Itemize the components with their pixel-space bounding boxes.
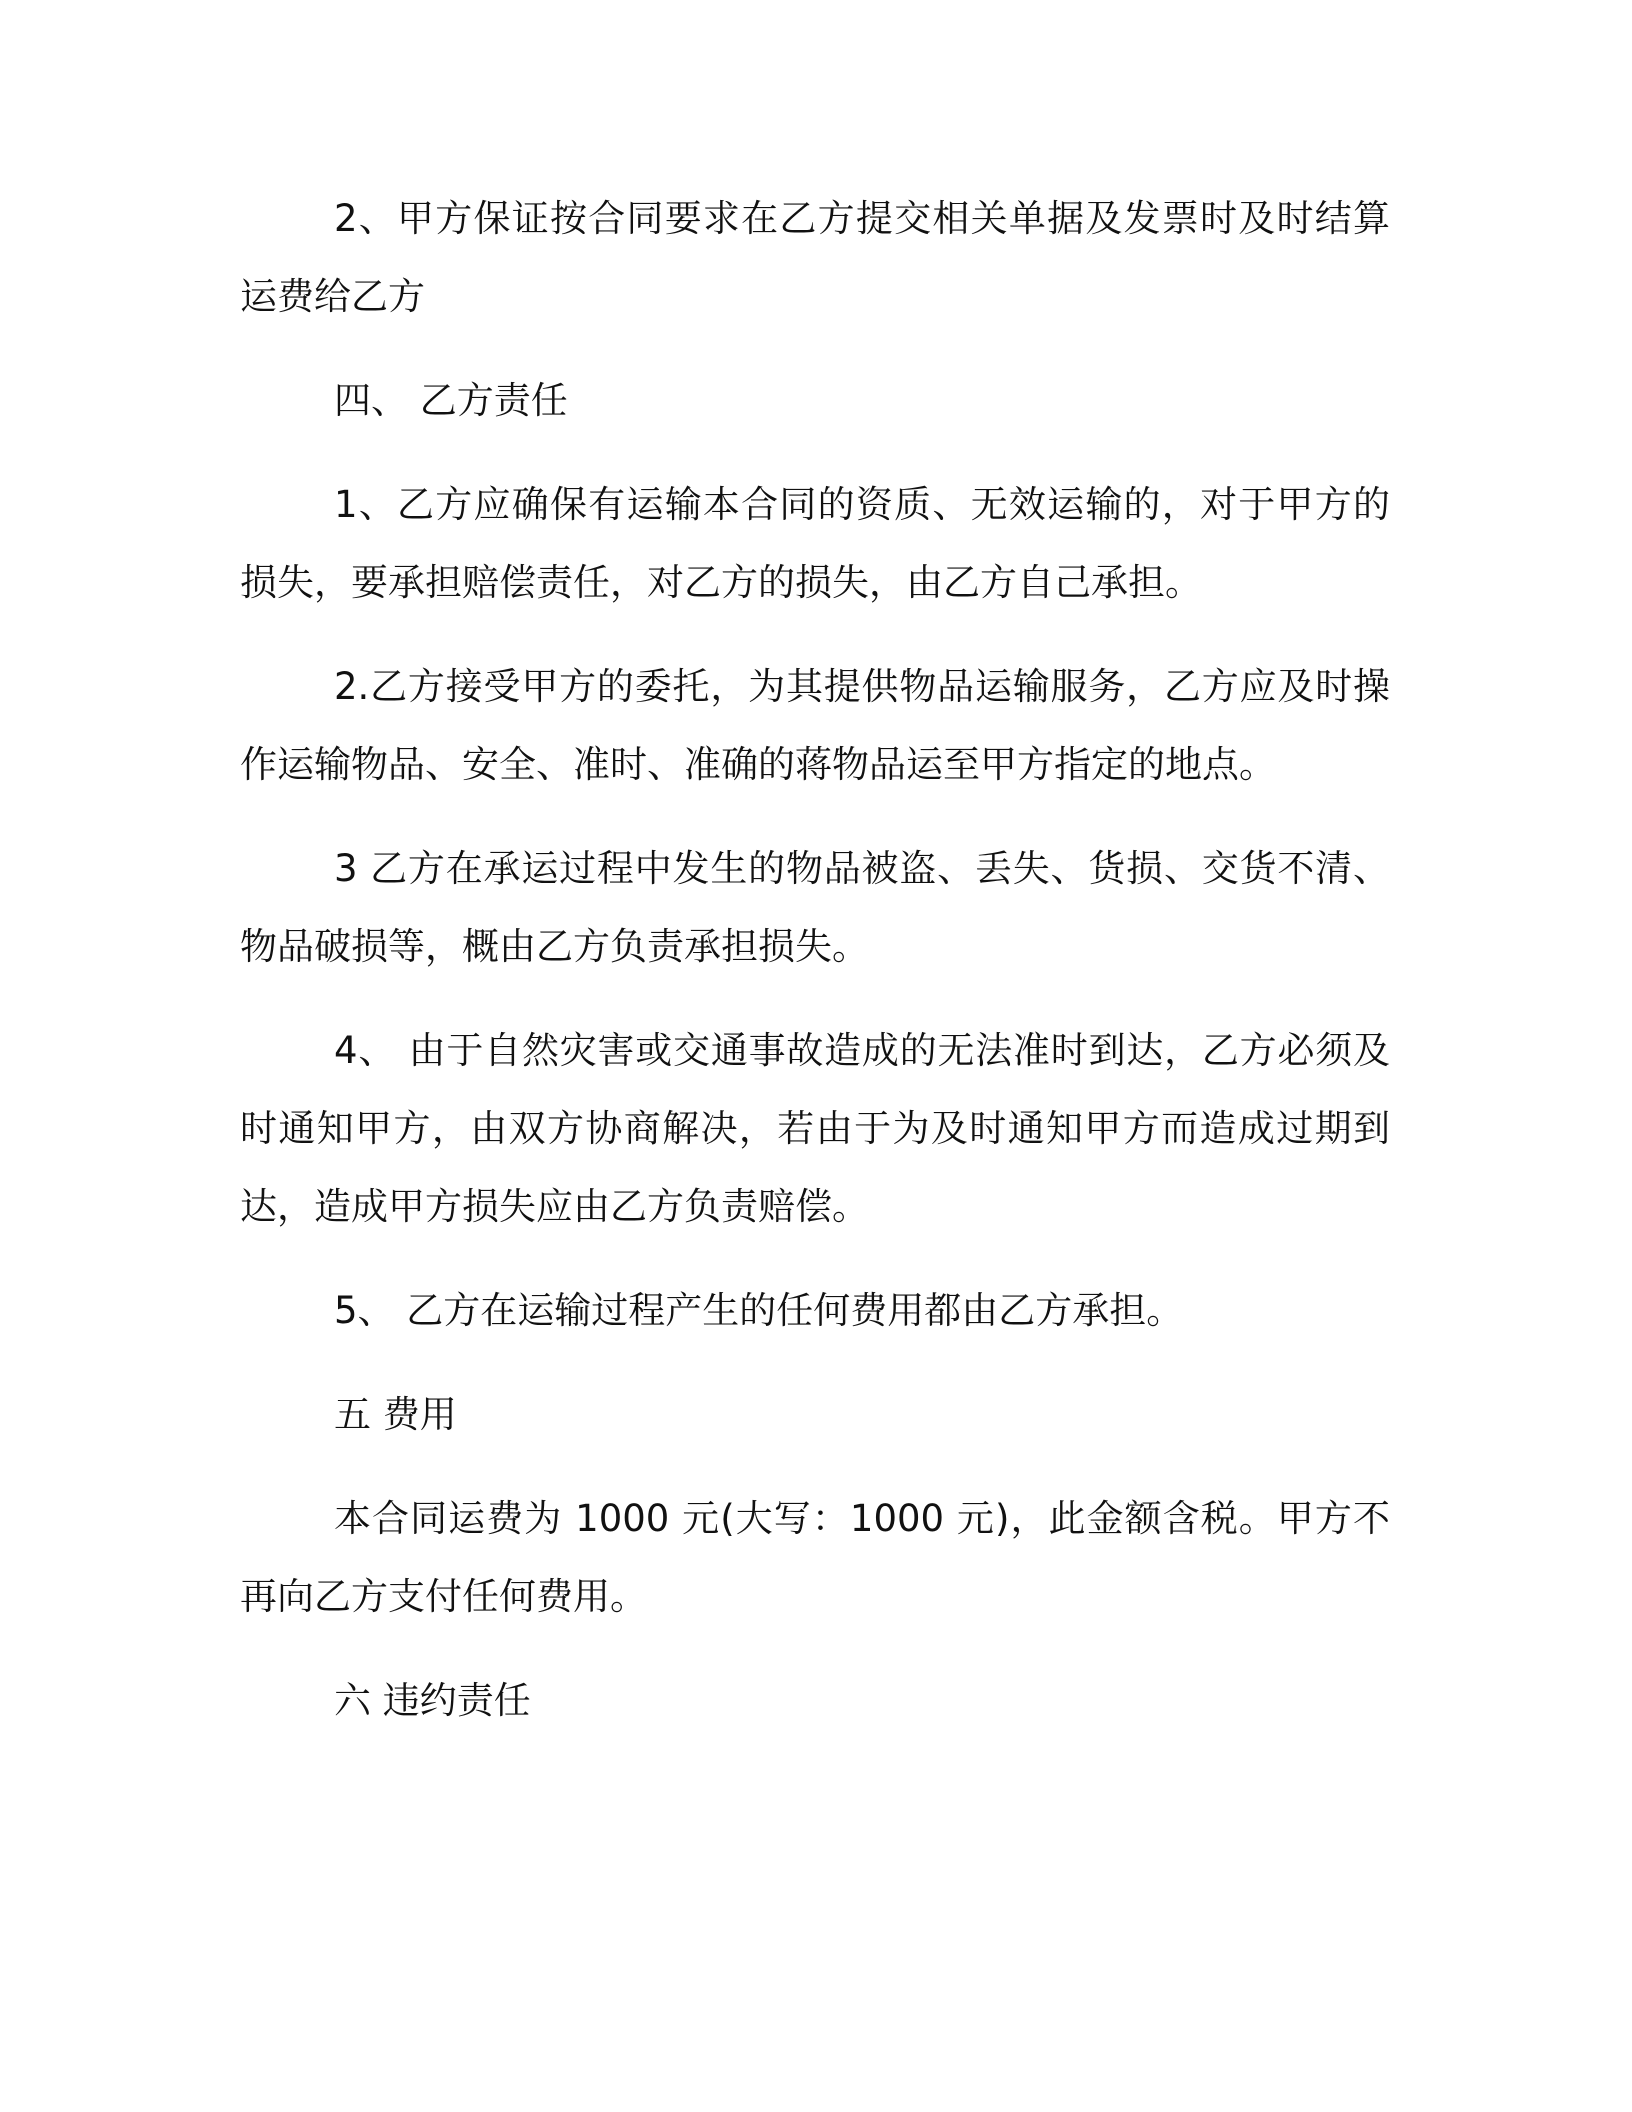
clause-paragraph: 2、甲方保证按合同要求在乙方提交相关单据及发票时及时结算运费给乙方 (240, 197, 1390, 318)
section-heading: 五 费用 (334, 1393, 457, 1436)
clause-paragraph: 5、 乙方在运输过程产生的任何费用都由乙方承担。 (334, 1289, 1184, 1332)
clause-paragraph: 1、乙方应确保有运输本合同的资质、无效运输的，对于甲方的损失，要承担赔偿责任，对乙方的损失，由乙方自己承担。 (240, 483, 1390, 604)
document-body (240, 180, 1390, 1766)
clause-paragraph: 2.乙方接受甲方的委托，为其提供物品运输服务，乙方应及时操作运输物品、安全、准时、准确的蒋物品运至甲方指定的地点。 (240, 665, 1390, 786)
clause-paragraph: 4、 由于自然灾害或交通事故造成的无法准时到达，乙方必须及时通知甲方，由双方协商解决，若由于为及时通知甲方而造成过期到达，造成甲方损失应由乙方负责赔偿。 (240, 1029, 1390, 1228)
clause-paragraph: 3 乙方在承运过程中发生的物品被盗、丢失、货损、交货不清、物品破损等，概由乙方负责承担损失。 (240, 847, 1390, 968)
section-heading: 六 违约责任 (334, 1679, 531, 1722)
clause-paragraph: 本合同运费为 1000 元(大写：1000 元)，此金额含税。甲方不再向乙方支付任何费用。 (240, 1497, 1390, 1618)
section-heading: 四、 乙方责任 (334, 379, 568, 422)
